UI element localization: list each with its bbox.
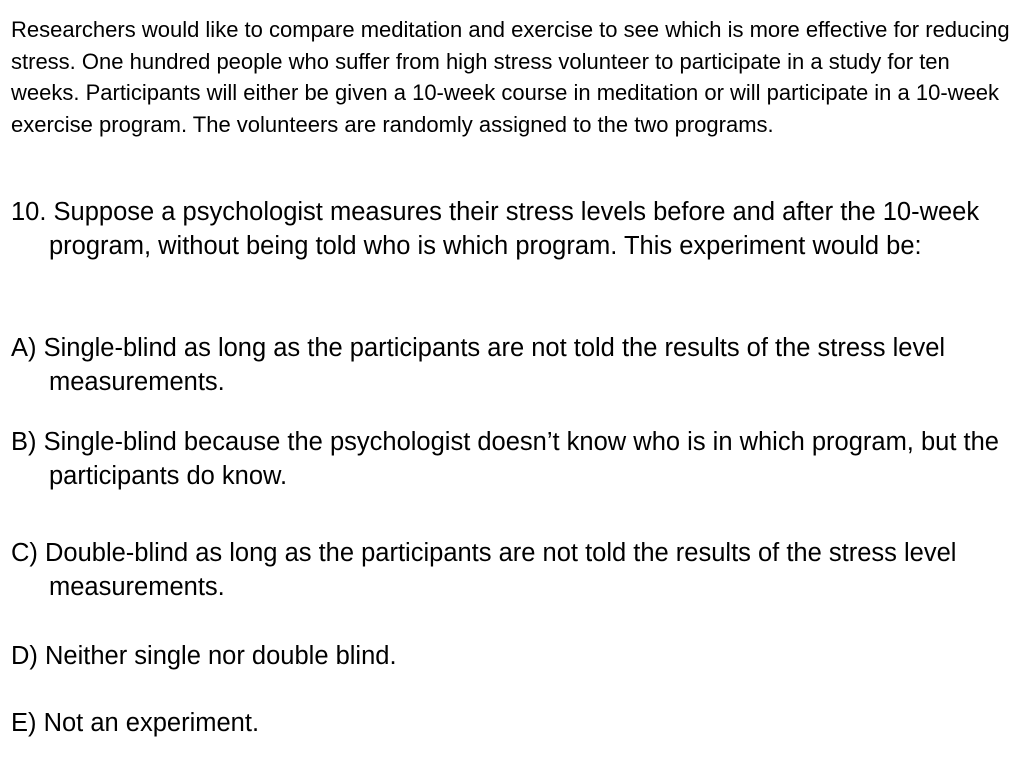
answer-option-b: B) Single-blind because the psychologist doesn’t know who is in which program, but the participants do know. [11, 428, 999, 490]
answer-option-c: C) Double-blind as long as the participants are not told the results of the stress level measurements. [11, 539, 957, 601]
question-text: 10. Suppose a psychologist measures their stress levels before and after the 10-week program, without being told who is which program. This experiment would be: [11, 198, 980, 260]
answer-option-d: D) Neither single nor double blind. [11, 642, 397, 670]
answer-option-a: A) Single-blind as long as the participants are not told the results of the stress level measurements. [11, 334, 946, 396]
intro-paragraph: Researchers would like to compare meditation and exercise to see which is more effective for reducing stress. One hundred people who suffer from high stress volunteer to participate in a study for ten weeks. Participants will either be given a 10-week course in meditation or will participate in a 10-week exercise program. The volunteers are randomly assigned to the two programs. [11, 17, 1010, 137]
answer-option-e: E) Not an experiment. [11, 709, 260, 737]
